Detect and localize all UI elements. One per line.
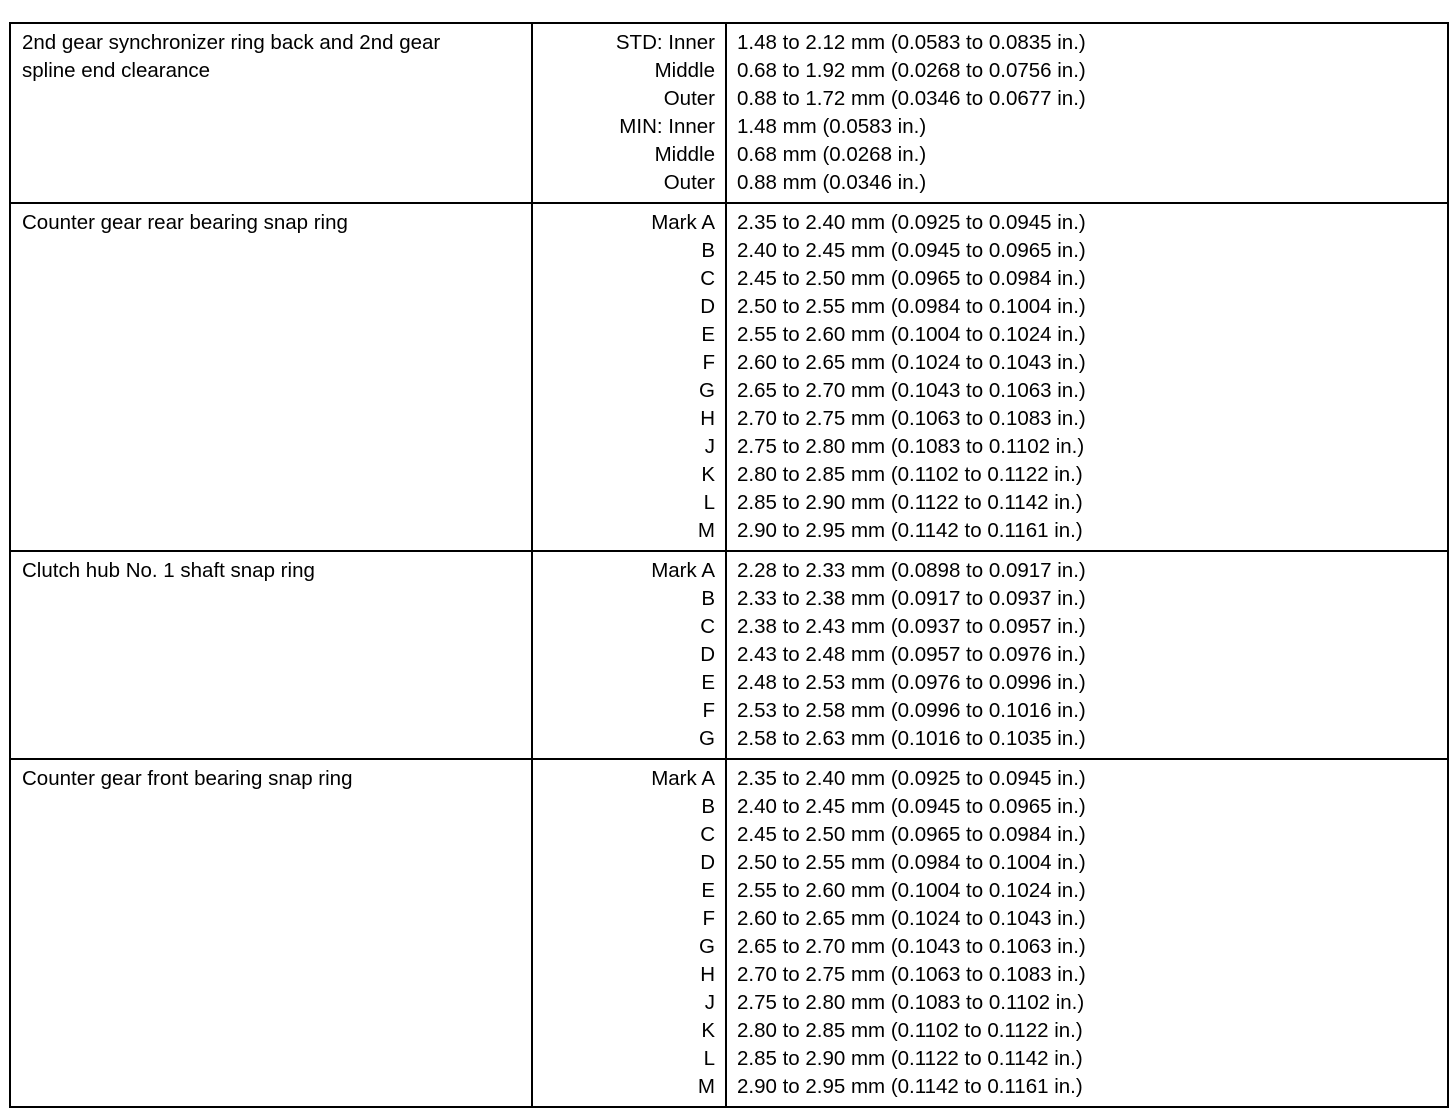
spec-value: 2.58 to 2.63 mm (0.1016 to 0.1035 in.) <box>737 727 1086 750</box>
mark-label: F <box>702 351 715 374</box>
mark-label: E <box>701 323 715 346</box>
spec-value: 2.55 to 2.60 mm (0.1004 to 0.1024 in.) <box>737 323 1086 346</box>
spec-value: 2.70 to 2.75 mm (0.1063 to 0.1083 in.) <box>737 963 1086 986</box>
item-name-line: spline end clearance <box>22 59 211 82</box>
spec-value: 2.55 to 2.60 mm (0.1004 to 0.1024 in.) <box>737 879 1086 902</box>
mark-label: K <box>701 463 715 486</box>
mark-label: G <box>699 935 715 958</box>
item-name-line: 2nd gear synchronizer ring back and 2nd gear <box>22 31 441 54</box>
mark-label: Mark A <box>651 211 715 234</box>
mark-label-cell <box>532 551 726 759</box>
spec-value: 2.50 to 2.55 mm (0.0984 to 0.1004 in.) <box>737 851 1086 874</box>
spec-value: 2.38 to 2.43 mm (0.0937 to 0.0957 in.) <box>737 615 1086 638</box>
mark-label: F <box>702 699 715 722</box>
spec-value: 2.90 to 2.95 mm (0.1142 to 0.1161 in.) <box>737 519 1083 542</box>
spec-value: 2.50 to 2.55 mm (0.0984 to 0.1004 in.) <box>737 295 1086 318</box>
item-name-cell <box>10 203 532 551</box>
item-name-cell <box>10 23 532 203</box>
mark-label: D <box>700 851 715 874</box>
mark-label: C <box>700 823 715 846</box>
spec-value: 2.85 to 2.90 mm (0.1122 to 0.1142 in.) <box>737 1047 1083 1070</box>
mark-label: Outer <box>663 171 715 194</box>
mark-label: J <box>704 991 715 1014</box>
spec-value-cell <box>726 23 1448 203</box>
spec-value: 0.88 mm (0.0346 in.) <box>737 171 927 194</box>
mark-label: Middle <box>654 143 715 166</box>
item-name-line: Counter gear front bearing snap ring <box>22 767 353 790</box>
spec-row <box>10 759 1448 1107</box>
mark-label: MIN: Inner <box>619 115 715 138</box>
mark-label: Mark A <box>651 559 715 582</box>
spec-value: 2.75 to 2.80 mm (0.1083 to 0.1102 in.) <box>737 435 1085 458</box>
item-name-line: Clutch hub No. 1 shaft snap ring <box>22 559 315 582</box>
mark-label: E <box>701 671 715 694</box>
spec-value: 2.28 to 2.33 mm (0.0898 to 0.0917 in.) <box>737 559 1086 582</box>
mark-label: G <box>699 727 715 750</box>
spec-value-cell <box>726 203 1448 551</box>
mark-label: B <box>701 239 715 262</box>
spec-row <box>10 551 1448 759</box>
spec-value: 2.80 to 2.85 mm (0.1102 to 0.1122 in.) <box>737 1019 1083 1042</box>
mark-label: Mark A <box>651 767 715 790</box>
spec-value: 0.68 to 1.92 mm (0.0268 to 0.0756 in.) <box>737 59 1086 82</box>
item-name-line: Counter gear rear bearing snap ring <box>22 211 348 234</box>
mark-label: Outer <box>663 87 715 110</box>
spec-value: 2.48 to 2.53 mm (0.0976 to 0.0996 in.) <box>737 671 1086 694</box>
mark-label: H <box>700 963 715 986</box>
spec-value: 2.90 to 2.95 mm (0.1142 to 0.1161 in.) <box>737 1075 1083 1098</box>
spec-value: 1.48 to 2.12 mm (0.0583 to 0.0835 in.) <box>737 31 1086 54</box>
spec-value: 2.45 to 2.50 mm (0.0965 to 0.0984 in.) <box>737 823 1086 846</box>
specification-table <box>9 22 1449 1108</box>
spec-value: 2.33 to 2.38 mm (0.0917 to 0.0937 in.) <box>737 587 1086 610</box>
mark-label: E <box>701 879 715 902</box>
spec-value: 2.70 to 2.75 mm (0.1063 to 0.1083 in.) <box>737 407 1086 430</box>
mark-label: STD: Inner <box>615 31 715 54</box>
spec-value-cell <box>726 551 1448 759</box>
mark-label: L <box>703 1047 715 1070</box>
spec-value: 2.35 to 2.40 mm (0.0925 to 0.0945 in.) <box>737 767 1086 790</box>
spec-value: 2.60 to 2.65 mm (0.1024 to 0.1043 in.) <box>737 907 1086 930</box>
spec-value: 2.43 to 2.48 mm (0.0957 to 0.0976 in.) <box>737 643 1086 666</box>
mark-label: B <box>701 795 715 818</box>
mark-label: F <box>702 907 715 930</box>
mark-label: L <box>703 491 715 514</box>
item-name-cell <box>10 759 532 1107</box>
mark-label: C <box>700 267 715 290</box>
spec-value: 2.40 to 2.45 mm (0.0945 to 0.0965 in.) <box>737 795 1086 818</box>
mark-label: M <box>697 519 715 542</box>
spec-value-cell <box>726 759 1448 1107</box>
mark-label-cell <box>532 23 726 203</box>
mark-label: Middle <box>654 59 715 82</box>
spec-value: 2.80 to 2.85 mm (0.1102 to 0.1122 in.) <box>737 463 1083 486</box>
spec-value: 2.65 to 2.70 mm (0.1043 to 0.1063 in.) <box>737 379 1086 402</box>
spec-row <box>10 23 1448 203</box>
mark-label-cell <box>532 759 726 1107</box>
mark-label: C <box>700 615 715 638</box>
mark-label: D <box>700 295 715 318</box>
spec-value: 1.48 mm (0.0583 in.) <box>737 115 927 138</box>
mark-label: J <box>704 435 715 458</box>
spec-value: 2.85 to 2.90 mm (0.1122 to 0.1142 in.) <box>737 491 1083 514</box>
mark-label: K <box>701 1019 715 1042</box>
mark-label-cell <box>532 203 726 551</box>
specification-table-body <box>10 23 1448 1107</box>
spec-value: 0.68 mm (0.0268 in.) <box>737 143 927 166</box>
mark-label: H <box>700 407 715 430</box>
spec-value: 2.35 to 2.40 mm (0.0925 to 0.0945 in.) <box>737 211 1086 234</box>
spec-value: 0.88 to 1.72 mm (0.0346 to 0.0677 in.) <box>737 87 1086 110</box>
item-name-cell <box>10 551 532 759</box>
mark-label: D <box>700 643 715 666</box>
mark-label: B <box>701 587 715 610</box>
spec-value: 2.75 to 2.80 mm (0.1083 to 0.1102 in.) <box>737 991 1085 1014</box>
mark-label: M <box>697 1075 715 1098</box>
spec-value: 2.53 to 2.58 mm (0.0996 to 0.1016 in.) <box>737 699 1086 722</box>
mark-label: G <box>699 379 715 402</box>
spec-row <box>10 203 1448 551</box>
spec-value: 2.65 to 2.70 mm (0.1043 to 0.1063 in.) <box>737 935 1086 958</box>
spec-value: 2.40 to 2.45 mm (0.0945 to 0.0965 in.) <box>737 239 1086 262</box>
spec-value: 2.60 to 2.65 mm (0.1024 to 0.1043 in.) <box>737 351 1086 374</box>
spec-value: 2.45 to 2.50 mm (0.0965 to 0.0984 in.) <box>737 267 1086 290</box>
